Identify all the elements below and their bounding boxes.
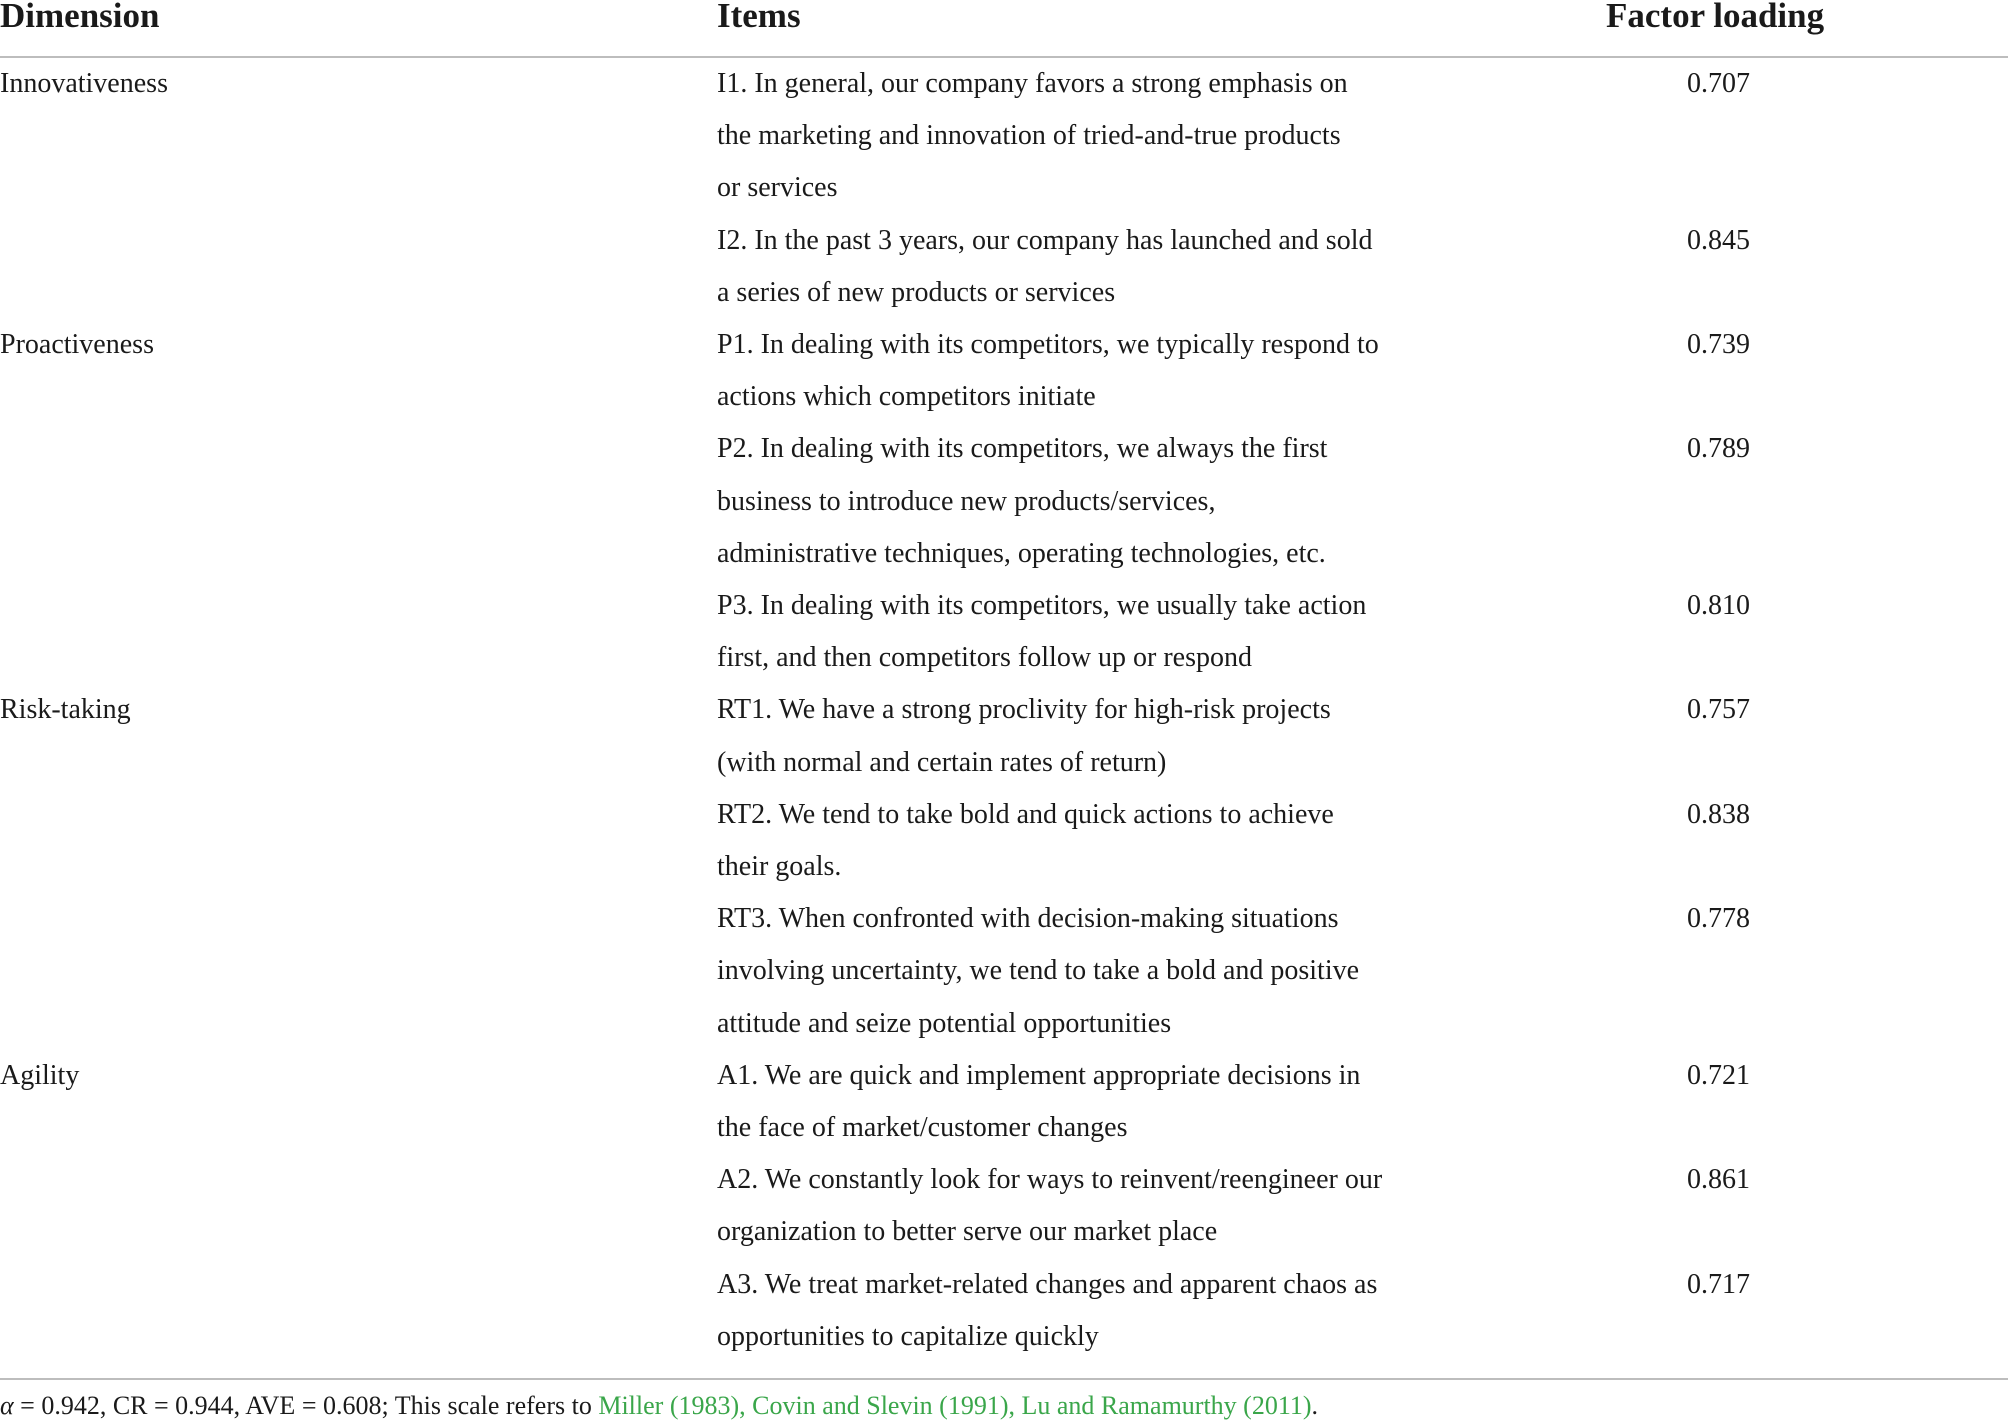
table-row <box>0 1154 2008 1258</box>
row-item-text <box>717 215 1417 319</box>
item-line: A1. We are quick and implement appropriate decisions in <box>717 1059 1361 1091</box>
item-line: administrative techniques, operating technologies, etc. <box>717 537 1326 569</box>
table-row <box>0 580 2008 684</box>
table-row <box>0 789 2008 893</box>
item-line: or services <box>717 172 838 204</box>
row-factor-loading: 0.757 <box>1687 694 1750 726</box>
table-row <box>0 1259 2008 1363</box>
row-factor-loading: 0.707 <box>1687 68 1750 99</box>
row-factor-loading: 0.789 <box>1687 433 1750 465</box>
item-line: RT3. When confronted with decision-making situations <box>717 903 1339 935</box>
row-item-text <box>717 423 1417 580</box>
table-row <box>0 319 2008 423</box>
row-factor-loading: 0.721 <box>1687 1059 1750 1091</box>
row-dimension: Proactiveness <box>0 329 154 361</box>
table-bottom-rule <box>0 1378 2008 1380</box>
row-factor-loading: 0.717 <box>1687 1268 1750 1300</box>
item-line: A2. We constantly look for ways to reinvent/reengineer our <box>717 1164 1383 1196</box>
table-header <box>0 0 2008 58</box>
row-item-text <box>717 580 1417 684</box>
item-line: opportunities to capitalize quickly <box>717 1320 1099 1352</box>
item-line: P2. In dealing with its competitors, we always the first <box>717 433 1328 465</box>
item-line: (with normal and certain rates of return) <box>717 746 1167 778</box>
row-factor-loading: 0.810 <box>1687 590 1750 622</box>
table-row <box>0 58 2008 215</box>
footnote-alpha: α <box>0 1391 14 1420</box>
header-factor-loading: Factor loading <box>1606 0 1825 35</box>
table-row <box>0 215 2008 319</box>
item-line: A3. We treat market-related changes and apparent chaos as <box>717 1268 1378 1300</box>
row-factor-loading: 0.739 <box>1687 329 1750 361</box>
row-item-text <box>717 893 1417 1050</box>
item-line: I1. In general, our company favors a strong emphasis on <box>717 68 1348 99</box>
table-row <box>0 893 2008 1050</box>
item-line: involving uncertainty, we tend to take a bold and positive <box>717 955 1360 987</box>
item-line: I2. In the past 3 years, our company has launched and sold <box>717 224 1373 256</box>
item-line: business to introduce new products/services, <box>717 485 1216 517</box>
item-line: the marketing and innovation of tried-and-true products <box>717 120 1341 152</box>
item-line: the face of market/customer changes <box>717 1112 1128 1144</box>
item-line: first, and then competitors follow up or respond <box>717 642 1253 674</box>
row-item-text <box>717 58 1417 215</box>
row-item-text <box>717 1154 1417 1258</box>
row-factor-loading: 0.845 <box>1687 224 1750 256</box>
item-line: a series of new products or services <box>717 276 1116 308</box>
row-item-text <box>717 1259 1417 1363</box>
footnote-end: . <box>1311 1391 1319 1420</box>
item-line: P3. In dealing with its competitors, we usually take action <box>717 590 1367 622</box>
row-dimension: Agility <box>0 1059 80 1091</box>
table-row <box>0 423 2008 580</box>
header-dimension: Dimension <box>0 0 160 35</box>
table-row <box>0 684 2008 788</box>
table-row <box>0 1050 2008 1154</box>
row-item-text <box>717 1050 1417 1154</box>
row-item-text <box>717 684 1417 788</box>
item-line: RT1. We have a strong proclivity for high-risk projects <box>717 694 1331 726</box>
table-footnote <box>0 1388 1318 1424</box>
row-item-text <box>717 789 1417 893</box>
row-factor-loading: 0.838 <box>1687 798 1750 830</box>
item-line: their goals. <box>717 851 842 883</box>
row-dimension: Risk-taking <box>0 694 131 726</box>
item-line: actions which competitors initiate <box>717 381 1096 413</box>
footnote-references[interactable]: Miller (1983), Covin and Slevin (1991), Lu and Ramamurthy (2011) <box>598 1391 1312 1420</box>
row-dimension: Innovativeness <box>0 68 168 99</box>
row-factor-loading: 0.861 <box>1687 1164 1750 1196</box>
item-line: RT2. We tend to take bold and quick actions to achieve <box>717 798 1334 830</box>
row-item-text <box>717 319 1417 423</box>
item-line: organization to better serve our market place <box>717 1216 1218 1248</box>
table-body <box>0 58 2008 1363</box>
item-line: attitude and seize potential opportunities <box>717 1007 1172 1039</box>
header-items: Items <box>717 0 801 35</box>
footnote-stats: = 0.942, CR = 0.944, AVE = 0.608; This scale refers to <box>13 1391 599 1420</box>
row-factor-loading: 0.778 <box>1687 903 1750 935</box>
item-line: P1. In dealing with its competitors, we typically respond to <box>717 329 1379 361</box>
